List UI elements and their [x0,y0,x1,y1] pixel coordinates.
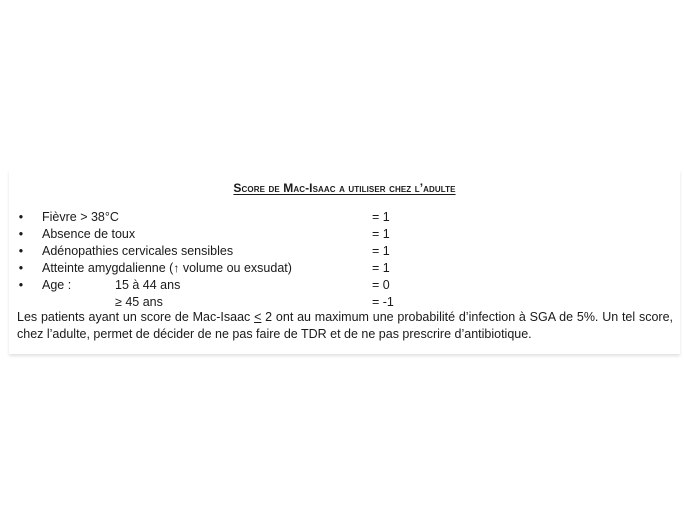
criterion-row [17,277,677,294]
note-part-2: 2 ont au maximum une probabilité d’infection à SGA de 5%. Un tel score, chez l’adulte, permet de décider de ne pas faire de TDR et de ne pas prescrire d’antibiotique. [17,310,673,341]
bullet-icon: • [18,227,24,241]
document-title: Score de Mac-Isaac a utiliser chez l’adulte [233,181,456,195]
criterion-score: = 1 [372,210,390,224]
criterion-label: Adénopathies cervicales sensibles [42,244,234,258]
criterion-score: = -1 [372,295,394,309]
bullet-icon: • [18,261,24,275]
up-arrow-icon: ↑ [173,261,180,275]
criterion-score: = 1 [372,261,390,275]
criterion-sub-label: ≥ 45 ans [115,295,163,309]
criterion-row [17,226,677,243]
criterion-score: = 0 [372,278,390,292]
criterion-row [17,260,677,277]
criterion-score: = 1 [372,227,390,241]
criterion-label: Fièvre > 38°C [42,210,119,224]
criterion-label-start: Atteinte amygdalienne ( [42,261,174,275]
bullet-icon: • [18,244,24,258]
less-or-equal-symbol: < [254,310,262,324]
criterion-row [17,209,677,226]
bullet-icon: • [18,278,24,292]
criteria-list [17,209,677,311]
criterion-label: Absence de toux [42,227,136,241]
criterion-sub-label: 15 à 44 ans [115,278,181,292]
note-part-1: Les patients ayant un score de Mac-Isaac [17,310,255,324]
criterion-label: Age : [42,278,72,292]
criterion-score: = 1 [372,244,390,258]
bullet-icon: • [18,210,24,224]
criterion-label-end: volume ou exsudat) [179,261,292,275]
criterion-label [42,260,292,277]
note-paragraph [17,309,673,343]
criterion-row [17,243,677,260]
